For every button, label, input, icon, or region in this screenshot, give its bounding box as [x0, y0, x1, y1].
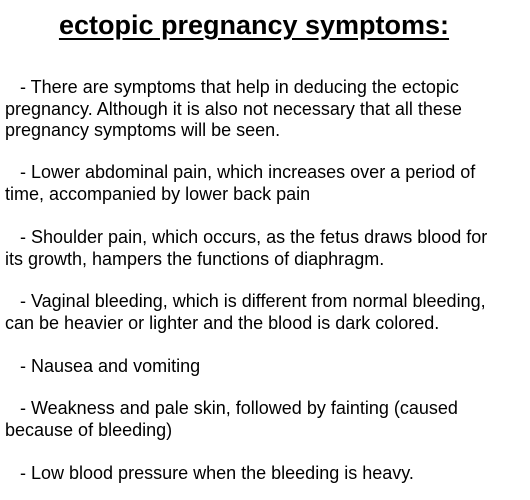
paragraph-vaginal-bleeding: - Vaginal bleeding, which is different from normal bleeding, can be heavier or lighter and the blood is dark colored.: [5, 291, 486, 333]
paragraph-abdominal-pain: - Lower abdominal pain, which increases over a period of time, accompanied by lower back pain: [5, 162, 476, 204]
page-title: ectopic pregnancy symptoms:: [58, 10, 450, 40]
paragraph-weakness: - Weakness and pale skin, followed by fainting (caused because of bleeding): [5, 398, 458, 440]
paragraph-shoulder-pain: - Shoulder pain, which occurs, as the fetus draws blood for its growth, hampers the functions of diaphragm.: [5, 227, 488, 269]
paragraph-intro: - There are symptoms that help in deducing the ectopic pregnancy. Although it is also not necessary that all these pregnancy symptoms will be seen.: [5, 77, 462, 140]
paragraph-nausea: - Nausea and vomiting: [20, 356, 201, 376]
paragraph-low-blood-pressure: - Low blood pressure when the bleeding is heavy.: [20, 463, 414, 483]
